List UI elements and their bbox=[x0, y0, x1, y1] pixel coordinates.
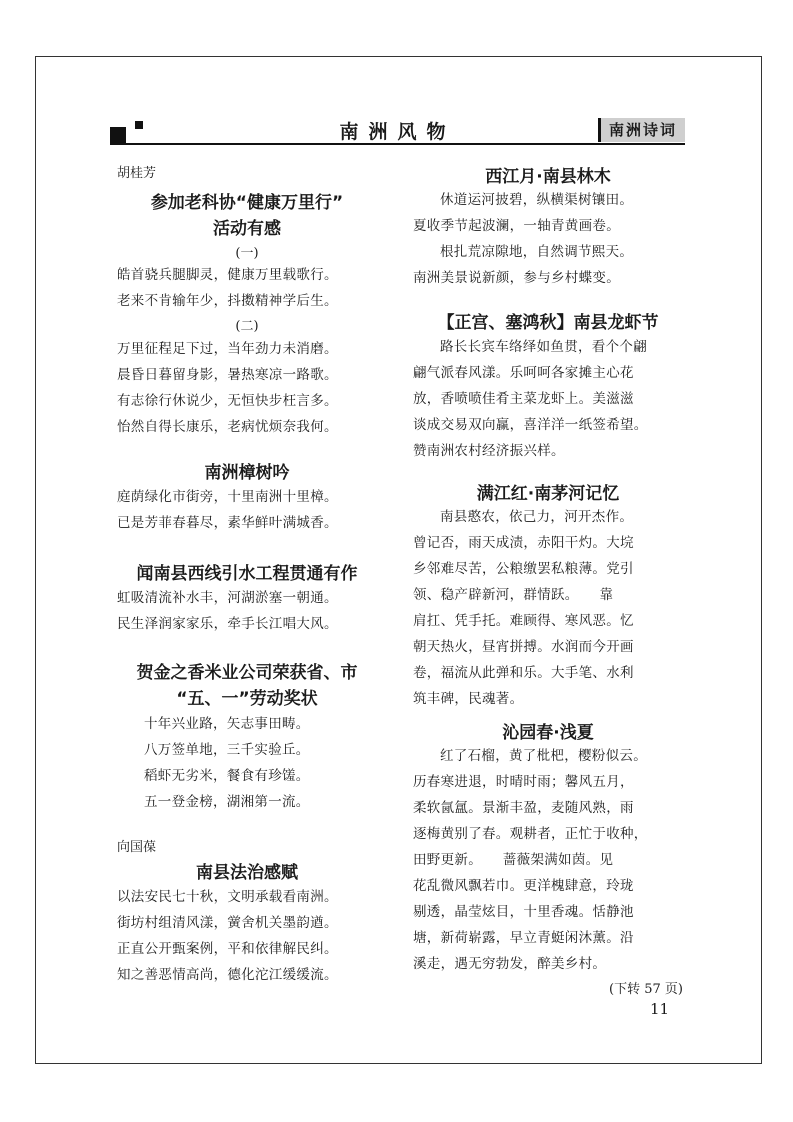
continuation-note: (下转 57 页) bbox=[609, 982, 683, 997]
poem-line: 路长长宾车络绎如鱼贯，看个个翩 bbox=[440, 339, 647, 355]
poem-line: 八万签单地，三千实验丘。 bbox=[144, 742, 310, 758]
part-label: (一) bbox=[235, 246, 259, 261]
poem-line: 剔透，晶莹炫目，十里香魂。恬静池 bbox=[413, 904, 634, 920]
poem-title: 闻南县西线引水工程贯通有作 bbox=[136, 564, 358, 584]
poem-line: 花乱微风飘若巾。更洋槐肆意，玲珑 bbox=[413, 878, 634, 894]
poem-line: 塘，新荷崭露，早立青蜓闲沐薰。沿 bbox=[413, 930, 634, 946]
poem-line: 红了石榴，黄了枇杷，樱粉似云。 bbox=[440, 748, 647, 764]
poem-line: 十年兴业路，矢志事田畴。 bbox=[144, 716, 310, 732]
poem-line: 老来不肯输年少，抖擞精神学后生。 bbox=[117, 293, 338, 309]
poem-line: 赞南洲农村经济振兴样。 bbox=[413, 443, 565, 459]
poem-line: 已是芳菲春暮尽，素华鲜叶满城香。 bbox=[117, 515, 338, 531]
poem-line: 田野更新。 蔷薇架满如茵。见 bbox=[413, 852, 614, 868]
poem-line: 乡邻难尽苦，公粮缴罢私粮薄。党引 bbox=[413, 561, 634, 577]
poem-line: 五一登金榜，湖湘第一流。 bbox=[144, 794, 310, 810]
poem-line: 领、稳产辟新河，群情跃。 靠 bbox=[413, 587, 614, 603]
poem-title: 满江红·南茅河记忆 bbox=[476, 484, 620, 504]
section-tag: 南洲诗词 bbox=[598, 118, 685, 142]
header-rule bbox=[110, 143, 685, 145]
poem-line: 曾记否，雨天成渍，赤阳干灼。大垸 bbox=[413, 535, 634, 551]
poem-title: 沁园春·浅夏 bbox=[502, 723, 594, 743]
poem-title: 【正宫、塞鸿秋】南县龙虾节 bbox=[437, 313, 659, 333]
part-label: (二) bbox=[235, 319, 259, 334]
poem-line: 溪走，遇无穷勃发，醉美乡村。 bbox=[413, 956, 607, 972]
poem-title: 西江月·南县林木 bbox=[485, 167, 611, 187]
poem-line: 逐梅黄别了春。观耕者，正忙于收种， bbox=[413, 826, 648, 842]
poem-line: 卷，福流从此弹和乐。大手笔、水利 bbox=[413, 665, 634, 681]
poem-line: 正直公开甄案例，平和依律解民纠。 bbox=[117, 941, 338, 957]
page-number: 11 bbox=[650, 1000, 670, 1018]
poem-line: 有志徐行休说少，无恒快步枉言多。 bbox=[117, 393, 338, 409]
poem-line: 肩扛、凭手托。难顾得、寒风恶。忆 bbox=[413, 613, 634, 629]
poem-line: 柔软氤氲。景渐丰盈，麦随风熟，雨 bbox=[413, 800, 634, 816]
page-header bbox=[110, 115, 685, 145]
poem-line: 放，香喷喷佳肴主菜龙虾上。美滋滋 bbox=[413, 391, 634, 407]
poem-line: 民生泽润家家乐，牵手长江唱大风。 bbox=[117, 616, 338, 632]
poem-title: 参加老科协“健康万里行” bbox=[150, 193, 344, 213]
poem-line: 庭荫绿化市街旁，十里南洲十里樟。 bbox=[117, 489, 338, 505]
section-title: 南洲风物 bbox=[339, 121, 456, 143]
poem-line: 翩气派春风漾。乐呵呵各家摊主心花 bbox=[413, 365, 634, 381]
poem-line: 街坊村组清风漾，黉舍机关墨韵遒。 bbox=[117, 915, 338, 931]
poem-line: 知之善恶情高尚，德化沱江缓缓流。 bbox=[117, 967, 338, 983]
poem-title: 南洲樟树吟 bbox=[204, 463, 290, 483]
author-name: 胡桂芳 bbox=[117, 166, 157, 181]
poem-title: 活动有感 bbox=[213, 219, 281, 239]
poem-line: 万里征程足下过，当年劲力未消磨。 bbox=[117, 341, 338, 357]
poem-line: 筑丰碑，民魂著。 bbox=[413, 691, 524, 707]
poem-line: 皓首骁兵腿脚灵，健康万里载歌行。 bbox=[117, 267, 338, 283]
poem-line: 晨昏日暮留身影，暑热寒凉一路歌。 bbox=[117, 367, 338, 383]
poem-line: 稻虾无劣米，餐食有珍馐。 bbox=[144, 768, 310, 784]
poem-line: 南洲美景说新颜，参与乡村蝶变。 bbox=[413, 270, 620, 286]
poem-line: 南县憨农，依己力，河开杰作。 bbox=[440, 509, 634, 525]
poem-line: 根扎荒凉隙地，自然调节熙天。 bbox=[440, 244, 634, 260]
poem-line: 休道运河披碧，纵横渠树镶田。 bbox=[440, 192, 634, 208]
poem-title: “五、一”劳动奖状 bbox=[176, 689, 318, 709]
poem-title: 贺金之香米业公司荣获省、市 bbox=[136, 663, 358, 683]
poem-line: 以法安民七十秋，文明承载看南洲。 bbox=[117, 889, 338, 905]
author-name: 向国葆 bbox=[117, 840, 157, 855]
poem-line: 历春寒进退，时晴时雨；馨风五月， bbox=[413, 774, 634, 790]
poem-title: 南县法治感赋 bbox=[196, 863, 298, 883]
poem-line: 怡然自得长康乐，老病忧烦奈我何。 bbox=[117, 419, 338, 435]
poem-line: 谈成交易双向赢，喜洋洋一纸签希望。 bbox=[413, 417, 648, 433]
poem-line: 虹吸清流补水丰，河湖淤塞一朝通。 bbox=[117, 590, 338, 606]
poem-line: 朝天热火，昼宵拼搏。水润而今开画 bbox=[413, 639, 634, 655]
poem-line: 夏收季节起波澜，一轴青黄画卷。 bbox=[413, 218, 620, 234]
